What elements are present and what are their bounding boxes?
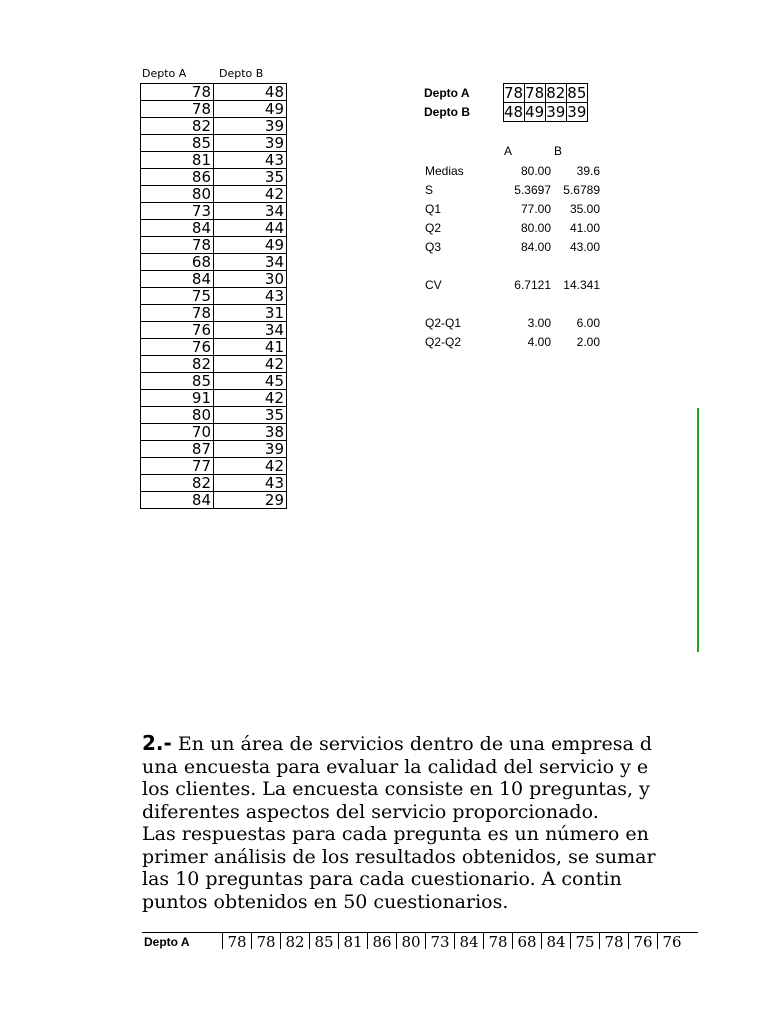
table-row [504, 103, 588, 122]
stat-value-a: 5.3697 [514, 183, 551, 197]
table-row [141, 492, 287, 509]
stat-value-b: 41.00 [569, 221, 600, 235]
cell-depto-b[interactable]: 34 [214, 254, 287, 271]
table-row [141, 424, 287, 441]
table-row [504, 84, 588, 103]
table-row [141, 322, 287, 339]
stat-row [424, 202, 614, 220]
cell-depto-b[interactable]: 43 [214, 475, 287, 492]
stat-label: Q2-Q2 [425, 335, 462, 349]
cell-depto-a[interactable]: 84 [141, 220, 214, 237]
stat-row [424, 221, 614, 239]
cell-depto-b[interactable]: 34 [214, 322, 287, 339]
cell-depto-a[interactable]: 75 [141, 288, 214, 305]
stat-row [424, 335, 614, 353]
table-row [141, 305, 287, 322]
problem-number: 2.- [142, 732, 172, 755]
problem-line [142, 823, 698, 846]
cell-depto-b[interactable]: 30 [214, 271, 287, 288]
table-row [141, 101, 287, 118]
problem-line [142, 801, 698, 824]
cell-depto-b[interactable]: 41 [214, 339, 287, 356]
bottom-cell: 78 [222, 933, 251, 949]
stat-value-a: 4.00 [527, 335, 551, 349]
cell-depto-a[interactable]: 76 [141, 339, 214, 356]
table-row [141, 356, 287, 373]
cell-depto-a[interactable]: 68 [141, 254, 214, 271]
table-row [141, 254, 287, 271]
bottom-cell: 80 [396, 933, 425, 949]
bottom-cell: 76 [628, 933, 657, 949]
stat-row [424, 183, 614, 201]
value-cell[interactable]: 82 [546, 83, 566, 102]
stat-value-b: 5.6789 [563, 183, 600, 197]
problem-line-text: una encuesta para evaluar la calidad del servicio y e [142, 755, 649, 778]
problem-line [142, 846, 698, 869]
stat-value-a: 6.7121 [514, 278, 551, 292]
problem-line [142, 778, 698, 801]
cell-depto-a[interactable]: 78 [141, 305, 214, 322]
stat-label: Medias [425, 164, 464, 178]
stat-value-a: 77.00 [520, 202, 551, 216]
cell-depto-b[interactable]: 39 [214, 135, 287, 152]
bottom-cell: 75 [570, 933, 599, 949]
cell-depto-a[interactable]: 85 [141, 373, 214, 390]
table-row [141, 135, 287, 152]
stat-value-b: 2.00 [576, 335, 600, 349]
cell-depto-b[interactable]: 34 [214, 203, 287, 220]
stat-label: Q2 [425, 221, 442, 235]
bottom-cell: 81 [338, 933, 367, 949]
cell-depto-b[interactable]: 42 [214, 458, 287, 475]
cell-depto-b[interactable]: 39 [214, 441, 287, 458]
problem-line-text: puntos obtenidos en 50 cuestionarios. [142, 890, 509, 913]
table-row [141, 118, 287, 135]
cell-depto-b[interactable]: 35 [214, 407, 287, 424]
stat-value-b: 43.00 [569, 240, 600, 254]
table-row [141, 441, 287, 458]
cell-depto-b[interactable]: 49 [214, 101, 287, 118]
cell-depto-b[interactable]: 42 [214, 390, 287, 407]
problem-line-text: diferentes aspectos del servicio proporcionado. [142, 800, 599, 823]
problem-line-text: los clientes. La encuesta consiste en 10 preguntas, y [142, 778, 650, 800]
stat-row [424, 164, 614, 182]
table-row [141, 203, 287, 220]
bottom-cell: 73 [425, 933, 454, 949]
header-depto-a: Depto A [142, 67, 187, 80]
cell-depto-a[interactable]: 87 [141, 441, 214, 458]
problem-line [142, 868, 698, 891]
cell-depto-b[interactable]: 43 [214, 288, 287, 305]
cell-depto-a[interactable]: 86 [141, 169, 214, 186]
cell-depto-a[interactable]: 82 [141, 118, 214, 135]
bottom-cell: 82 [280, 933, 309, 949]
stat-value-b: 39.6 [576, 164, 600, 178]
table-row [141, 84, 287, 101]
cell-depto-b[interactable]: 44 [214, 220, 287, 237]
stat-label: Q3 [425, 240, 442, 254]
bottom-cell: 78 [251, 933, 280, 949]
cell-depto-a[interactable]: 84 [141, 492, 214, 509]
green-vertical-line [697, 408, 699, 652]
cell-depto-b[interactable]: 35 [214, 169, 287, 186]
problem-line [142, 756, 698, 779]
problem-line-text: Las respuestas para cada pregunta es un número en [142, 823, 649, 845]
bottom-cell: 76 [657, 933, 686, 949]
table-row [141, 271, 287, 288]
cell-depto-a[interactable]: 73 [141, 203, 214, 220]
stat-value-a: 80.00 [520, 221, 551, 235]
table-row [141, 475, 287, 492]
table-row [141, 169, 287, 186]
cell-depto-a[interactable]: 85 [141, 135, 214, 152]
stat-row [424, 316, 614, 334]
cell-depto-b[interactable]: 49 [214, 237, 287, 254]
problem-line [142, 732, 698, 756]
stat-value-a: 3.00 [527, 316, 551, 330]
bottom-cell: 84 [454, 933, 483, 949]
table-row [141, 152, 287, 169]
left-data-table [140, 83, 287, 509]
cell-depto-a[interactable]: 78 [141, 84, 214, 101]
header-depto-b: Depto B [219, 67, 264, 80]
cell-depto-b[interactable]: 39 [214, 118, 287, 135]
stat-value-a: 84.00 [520, 240, 551, 254]
stat-label: CV [425, 278, 442, 292]
table-row [141, 237, 287, 254]
cell-depto-b[interactable]: 42 [214, 186, 287, 203]
cell-depto-a[interactable]: 80 [141, 407, 214, 424]
cell-depto-a[interactable]: 81 [141, 152, 214, 169]
bottom-partial-table [142, 932, 698, 949]
cell-depto-a[interactable]: 77 [141, 458, 214, 475]
table-row [141, 390, 287, 407]
bottom-cell: 86 [367, 933, 396, 949]
cell-depto-b[interactable]: 31 [214, 305, 287, 322]
cell-depto-b[interactable]: 45 [214, 373, 287, 390]
stat-row [424, 278, 614, 296]
stats-col-b: B [554, 144, 563, 158]
problem-statement [142, 732, 698, 913]
cell-depto-b[interactable]: 29 [214, 492, 287, 509]
table-row [141, 458, 287, 475]
stat-value-b: 6.00 [576, 316, 600, 330]
stat-value-b: 35.00 [569, 202, 600, 216]
bottom-cell: 84 [541, 933, 570, 949]
table-row [141, 186, 287, 203]
cell-depto-a[interactable]: 78 [141, 237, 214, 254]
cell-depto-a[interactable]: 82 [141, 475, 214, 492]
stats-col-a: A [504, 144, 513, 158]
table-row [141, 339, 287, 356]
bottom-row-label: Depto A [144, 935, 190, 949]
bottom-cell: 78 [483, 933, 512, 949]
cell-depto-b[interactable]: 38 [214, 424, 287, 441]
bottom-cell: 78 [599, 933, 628, 949]
problem-line-text: las 10 preguntas para cada cuestionario. A contin [142, 868, 622, 890]
problem-line [142, 891, 698, 914]
cell-depto-a[interactable]: 91 [141, 390, 214, 407]
cell-depto-a[interactable]: 84 [141, 271, 214, 288]
table-row [141, 407, 287, 424]
right-values-grid [503, 83, 588, 122]
cell-depto-a[interactable]: 76 [141, 322, 214, 339]
table-row [141, 288, 287, 305]
problem-line-text: En un área de servicios dentro de una empresa d [171, 733, 652, 755]
cell-depto-b[interactable]: 42 [214, 356, 287, 373]
cell-depto-a[interactable]: 82 [141, 356, 214, 373]
problem-line-text: primer análisis de los resultados obtenidos, se sumar [142, 845, 656, 868]
value-cell[interactable]: 39 [567, 102, 587, 121]
stat-label: Q2-Q1 [425, 316, 462, 330]
stat-value-b: 14.341 [563, 278, 600, 292]
cell-depto-b[interactable]: 43 [214, 152, 287, 169]
stat-label: Q1 [425, 202, 442, 216]
bottom-cell: 85 [309, 933, 338, 949]
stat-row [424, 240, 614, 258]
cell-depto-a[interactable]: 80 [141, 186, 214, 203]
cell-depto-a[interactable]: 70 [141, 424, 214, 441]
value-cell[interactable]: 39 [546, 102, 566, 121]
stat-label: S [425, 183, 434, 197]
left-table-header [142, 67, 302, 81]
value-cell[interactable]: 78 [525, 83, 545, 102]
cell-depto-a[interactable]: 78 [141, 101, 214, 118]
table-row [141, 373, 287, 390]
value-cell[interactable]: 49 [525, 102, 545, 121]
table-row [141, 220, 287, 237]
stat-value-a: 80.00 [520, 164, 551, 178]
row-label-depto-a: Depto A [424, 86, 470, 100]
value-cell[interactable]: 78 [504, 83, 524, 102]
value-cell[interactable]: 85 [567, 83, 587, 102]
cell-depto-b[interactable]: 48 [214, 84, 287, 101]
bottom-cell: 68 [512, 933, 541, 949]
row-label-depto-b: Depto B [424, 105, 470, 119]
value-cell[interactable]: 48 [504, 102, 524, 121]
